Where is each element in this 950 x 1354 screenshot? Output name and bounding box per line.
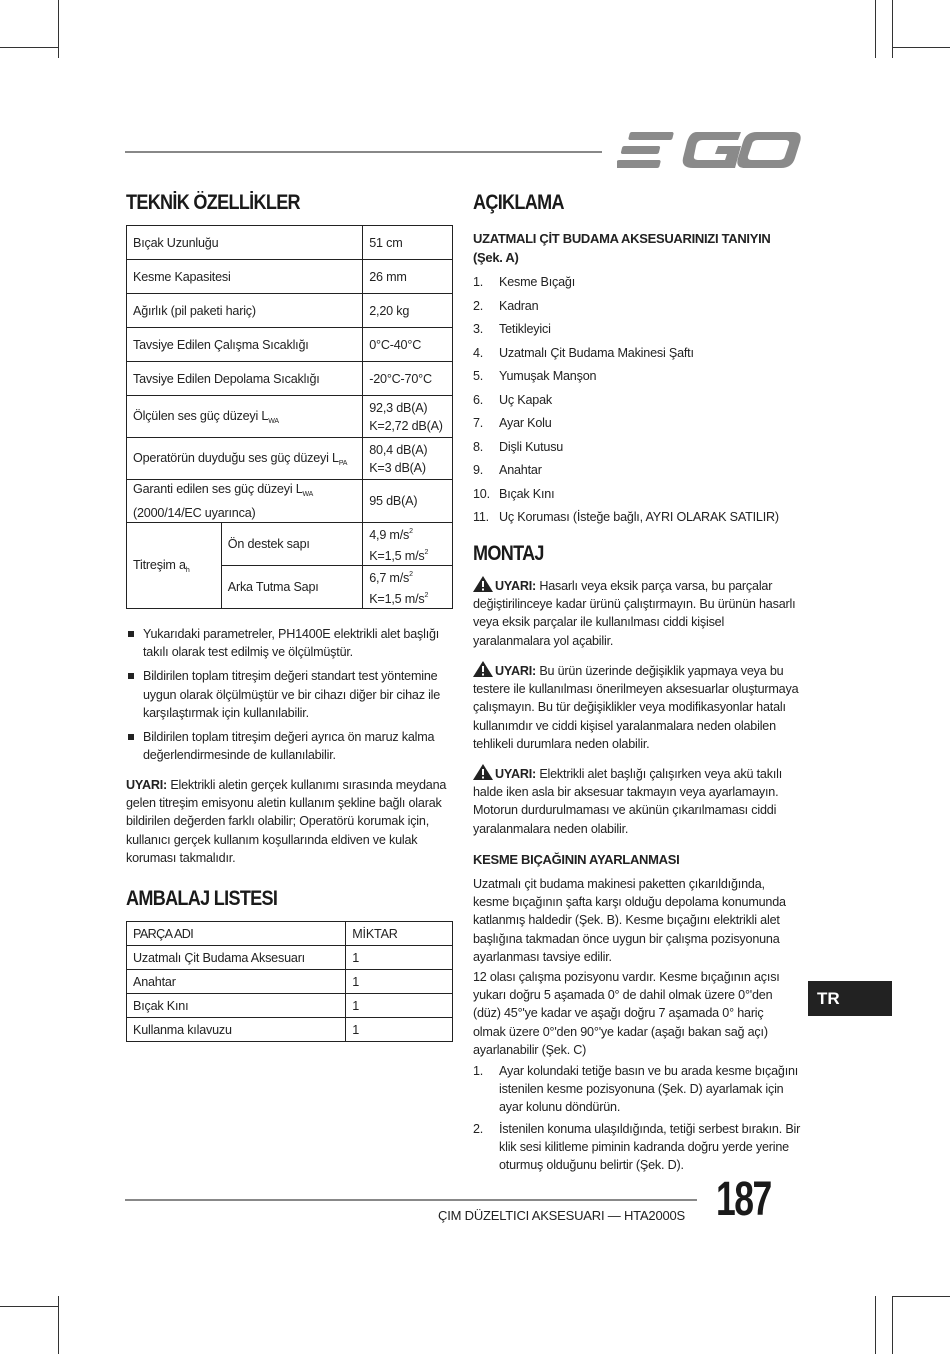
part-label: Anahtar [499, 463, 542, 477]
spec-label [127, 438, 363, 480]
step-number: 2. [473, 1122, 484, 1136]
montaj-warning [473, 764, 801, 838]
step-number: 1. [473, 1064, 484, 1078]
note-item: Bildirilen toplam titreşim değeri ayrıca ön maruz kalma değerlendirmesinde de kullanılabilir. [126, 728, 452, 764]
page-number: 187 [716, 1173, 771, 1226]
packing-header: MİKTAR [346, 922, 453, 946]
ego-logo [617, 128, 801, 172]
note-item: Yukarıdaki parametreler, PH1400E elektrikli alet başlığı takılı olarak test edilmiş ve ölçülmüştür. [126, 625, 452, 661]
warning-text: Hasarlı veya eksik parça varsa, bu parçalar değiştirilinceye kadar ürünü çalıştırmayın. Bu ürünün hasarlı veya eksik parçalar ile kullanılması ciddi kişisel yaralanmalara yol açabilir. [473, 579, 796, 648]
packing-cell: Anahtar [127, 970, 346, 994]
adjust-title: KESME BIÇAĞININ AYARLANMASI [473, 852, 680, 867]
vib-front-value: 4,9 m/s [369, 528, 410, 542]
warning-triangle-icon [473, 764, 493, 780]
lwa-label: Ölçülen ses güç düzeyi L [133, 408, 269, 423]
vib-front-k: K=1,5 m/s [369, 549, 425, 563]
part-item [473, 438, 813, 462]
part-number: 11. [473, 510, 489, 524]
part-number: 1. [473, 275, 484, 289]
crop-mark [58, 1296, 59, 1354]
specs-title: TEKNİK ÖZELLİKLER [126, 191, 300, 214]
part-number: 4. [473, 345, 484, 360]
spec-label: Tavsiye Edilen Çalışma Sıcaklığı [127, 328, 363, 362]
part-item [473, 297, 813, 321]
lpa-label: Operatörün duyduğu ses güç düzeyi L [133, 450, 339, 465]
part-item [473, 320, 813, 344]
part-number: 3. [473, 322, 484, 336]
vibration-label [127, 523, 222, 609]
part-label: Uzatmalı Çit Budama Makinesi Şaftı [499, 345, 694, 360]
header-rule [125, 151, 602, 153]
part-item [473, 367, 813, 391]
superscript: 2 [409, 571, 413, 578]
superscript: 2 [424, 549, 429, 556]
part-label: Dişli Kutusu [499, 439, 564, 454]
part-number: 5. [473, 369, 484, 383]
spec-value: 0°C-40°C [363, 328, 453, 362]
warning-label: UYARI: [495, 664, 537, 678]
packing-table [126, 921, 453, 1042]
footer-rule [125, 1199, 697, 1201]
vib-rear-k: K=1,5 m/s [369, 592, 425, 606]
part-label: Tetikleyici [499, 322, 551, 336]
spec-label [127, 480, 363, 523]
crop-mark [0, 47, 58, 48]
crop-mark [892, 47, 950, 48]
warning-text: Elektrikli alet başlığı çalışırken veya akü takılı halde iken asla bir aksesuar takmayın veya ayarlamayın. Motorun durdurulmaması ve akünün çıkarılmaması ciddi yaralanmalara neden olabilir. [473, 767, 783, 836]
packing-header-row [127, 922, 453, 946]
spec-row [127, 396, 453, 438]
spec-value: 26 mm [363, 260, 453, 294]
warning-text: Bu ürün üzerinde değişiklik yapmaya veya bu testere ile kullanılması önerilmeyen aksesuarlar oluşturmaya çalışmayın. Bu tür değişiklikler veya modifikasyonlar hatalı kullanımdır ve ciddi kişisel yaralanmalara neden olabilen tehlikeli durumlara neden olabilir. [473, 664, 799, 751]
vib-front-label: Ön destek sapı [221, 523, 362, 566]
spec-row [127, 362, 453, 396]
subscript: WA [268, 417, 279, 425]
lwa-value: 92,3 dB(A) [369, 400, 428, 415]
part-number: 2. [473, 298, 484, 313]
packing-row [127, 994, 453, 1018]
ego-logo-graphic [617, 128, 801, 172]
warning-triangle-icon [473, 576, 493, 592]
spec-label: Kesme Kapasitesi [127, 260, 363, 294]
part-number: 10. [473, 486, 490, 501]
adjust-paragraph: Uzatmalı çit budama makinesi paketten çıkarıldığında, kesme bıçağının şafta karşı olduğu depolama konumunda katlanmış haldedir (Şek. B). Kesme bıçağını elektrikli alet başlığına takmadan önce uygun bir çalışma pozisyonuna ayarlanması tavsiye edilir. [473, 877, 786, 964]
note-item: Bildirilen toplam titreşim değeri standart test yöntemine uygun olarak ölçülmüştür ve bir cihazı diğer bir cihaz ile karşılaştırmak için kullanılabilir. [126, 667, 452, 722]
spec-label [127, 396, 363, 438]
spec-value: 2,20 kg [363, 294, 453, 328]
superscript: 2 [424, 592, 429, 599]
step-text: Ayar kolundaki tetiğe basın ve bu arada kesme bıçağını istenilen kesme pozisyonuna (Şek. D) ayarlamak için ayar kolunu döndürün. [499, 1064, 799, 1115]
part-number: 7. [473, 416, 484, 430]
crop-mark [875, 1296, 876, 1354]
warning-label: UYARI: [495, 767, 537, 781]
packing-row [127, 970, 453, 994]
lpa-k: K=3 dB(A) [369, 460, 426, 475]
spec-row [127, 523, 453, 566]
spec-row [127, 480, 453, 523]
glwa-label-2: (2000/14/EC uyarınca) [133, 506, 256, 520]
superscript: 2 [409, 528, 413, 535]
adjust-paragraph: 12 olası çalışma pozisyonu vardır. Kesme bıçağının açısı yukarı doğru 5 aşamada 0° de dahil olmak üzere 0°'den (düz) 45°'ye kadar ve aşağı doğru 7 aşamada 0° hariç olmak üzere 0°'den 90°'ye kadar (aşağı bakan sağ açı) ayarlanabilir (Şek. C) [473, 970, 780, 1057]
spec-value [363, 523, 453, 566]
packing-row [127, 946, 453, 970]
warning-text: Elektrikli aletin gerçek kullanımı sırasında meydana gelen titreşim emisyonu aletin kullanım şekline bağlı olarak bildirilen değerden farklı olabilir; Operatörü korumak için, kullanıcı gerçek kullanım koşullarında eldiven ve kulak koruması takmalıdır. [126, 778, 447, 865]
packing-cell: Kullanma kılavuzu [127, 1018, 346, 1042]
spec-label: Ağırlık (pil paketi hariç) [127, 294, 363, 328]
packing-cell: 1 [346, 970, 453, 994]
crop-mark [0, 1306, 58, 1307]
lwa-k: K=2,72 dB(A) [369, 418, 443, 433]
spec-label: Bıçak Uzunluğu [127, 226, 363, 260]
montaj-title: MONTAJ [473, 542, 544, 565]
part-item [473, 344, 813, 368]
language-tab [808, 981, 892, 1016]
description-title: AÇIKLAMA [473, 191, 564, 214]
part-label: Uç Kapak [499, 392, 552, 407]
part-label: Ayar Kolu [499, 416, 552, 430]
spec-label: Tavsiye Edilen Depolama Sıcaklığı [127, 362, 363, 396]
glwa-label: Garanti edilen ses güç düzeyi L [133, 482, 303, 496]
part-item [473, 414, 813, 438]
part-label: Kadran [499, 298, 539, 313]
spec-row [127, 438, 453, 480]
packing-title: AMBALAJ LISTESI [126, 887, 278, 910]
vibration-warning [126, 776, 456, 867]
part-label: Yumuşak Manşon [499, 369, 597, 383]
packing-cell: Uzatmalı Çit Budama Aksesuarı [127, 946, 346, 970]
montaj-warning [473, 661, 801, 753]
part-number: 9. [473, 463, 484, 477]
spec-row [127, 226, 453, 260]
packing-cell: 1 [346, 946, 453, 970]
warning-triangle-icon [473, 661, 493, 677]
subscript: PA [338, 459, 348, 467]
specs-notes [126, 625, 452, 770]
parts-list [473, 273, 813, 532]
part-item [473, 273, 813, 297]
packing-cell: 1 [346, 994, 453, 1018]
lpa-value: 80,4 dB(A) [369, 442, 428, 457]
packing-row [127, 1018, 453, 1042]
crop-mark [892, 0, 893, 58]
packing-header: PARÇA ADI [127, 922, 346, 946]
subscript: h [185, 566, 190, 574]
part-item [473, 391, 813, 415]
spec-row [127, 328, 453, 362]
spec-row [127, 294, 453, 328]
part-label: Bıçak Kını [499, 486, 555, 501]
crop-mark [58, 0, 59, 58]
spec-value [363, 566, 453, 609]
spec-value: 95 dB(A) [363, 480, 453, 523]
part-label: Kesme Bıçağı [499, 275, 575, 289]
crop-mark [892, 1296, 950, 1297]
crop-mark [875, 0, 876, 58]
specs-table [126, 225, 453, 609]
montaj-warning [473, 576, 801, 650]
part-number: 6. [473, 392, 484, 407]
description-subtitle: UZATMALI ÇİT BUDAMA AKSESUARINIZI TANIYIN (Şek. A) [473, 231, 771, 265]
spec-row [127, 260, 453, 294]
step-text: İstenilen konuma ulaşıldığında, tetiği serbest bırakın. Bir klik sesi kilitleme piminin kadranda doğru yerde yerine oturmuş olduğunu belirtir (Şek. D). [499, 1122, 801, 1173]
part-item [473, 485, 813, 509]
spec-value: -20°C-70°C [363, 362, 453, 396]
warning-label: UYARI: [126, 778, 168, 792]
footer-text: ÇIM DÜZELTICI AKSESUARI — HTA2000S [438, 1208, 686, 1223]
spec-value [363, 396, 453, 438]
vib-label: Titreşim a [133, 557, 186, 572]
warning-label: UYARI: [495, 579, 537, 593]
part-item [473, 508, 813, 532]
part-label: Uç Koruması (İsteğe bağlı, AYRI OLARAK SATILIR) [499, 510, 779, 524]
adjust-step [473, 1062, 801, 1117]
vib-rear-label: Arka Tutma Sapı [221, 566, 362, 609]
part-item [473, 461, 813, 485]
subscript: WA [302, 491, 314, 498]
spec-value [363, 438, 453, 480]
language-tab-label: TR [817, 989, 840, 1008]
spec-value: 51 cm [363, 226, 453, 260]
crop-mark [892, 1296, 893, 1354]
packing-cell: 1 [346, 1018, 453, 1042]
part-number: 8. [473, 439, 484, 454]
packing-cell: Bıçak Kını [127, 994, 346, 1018]
adjust-step [473, 1120, 801, 1175]
vib-rear-value: 6,7 m/s [369, 571, 410, 585]
